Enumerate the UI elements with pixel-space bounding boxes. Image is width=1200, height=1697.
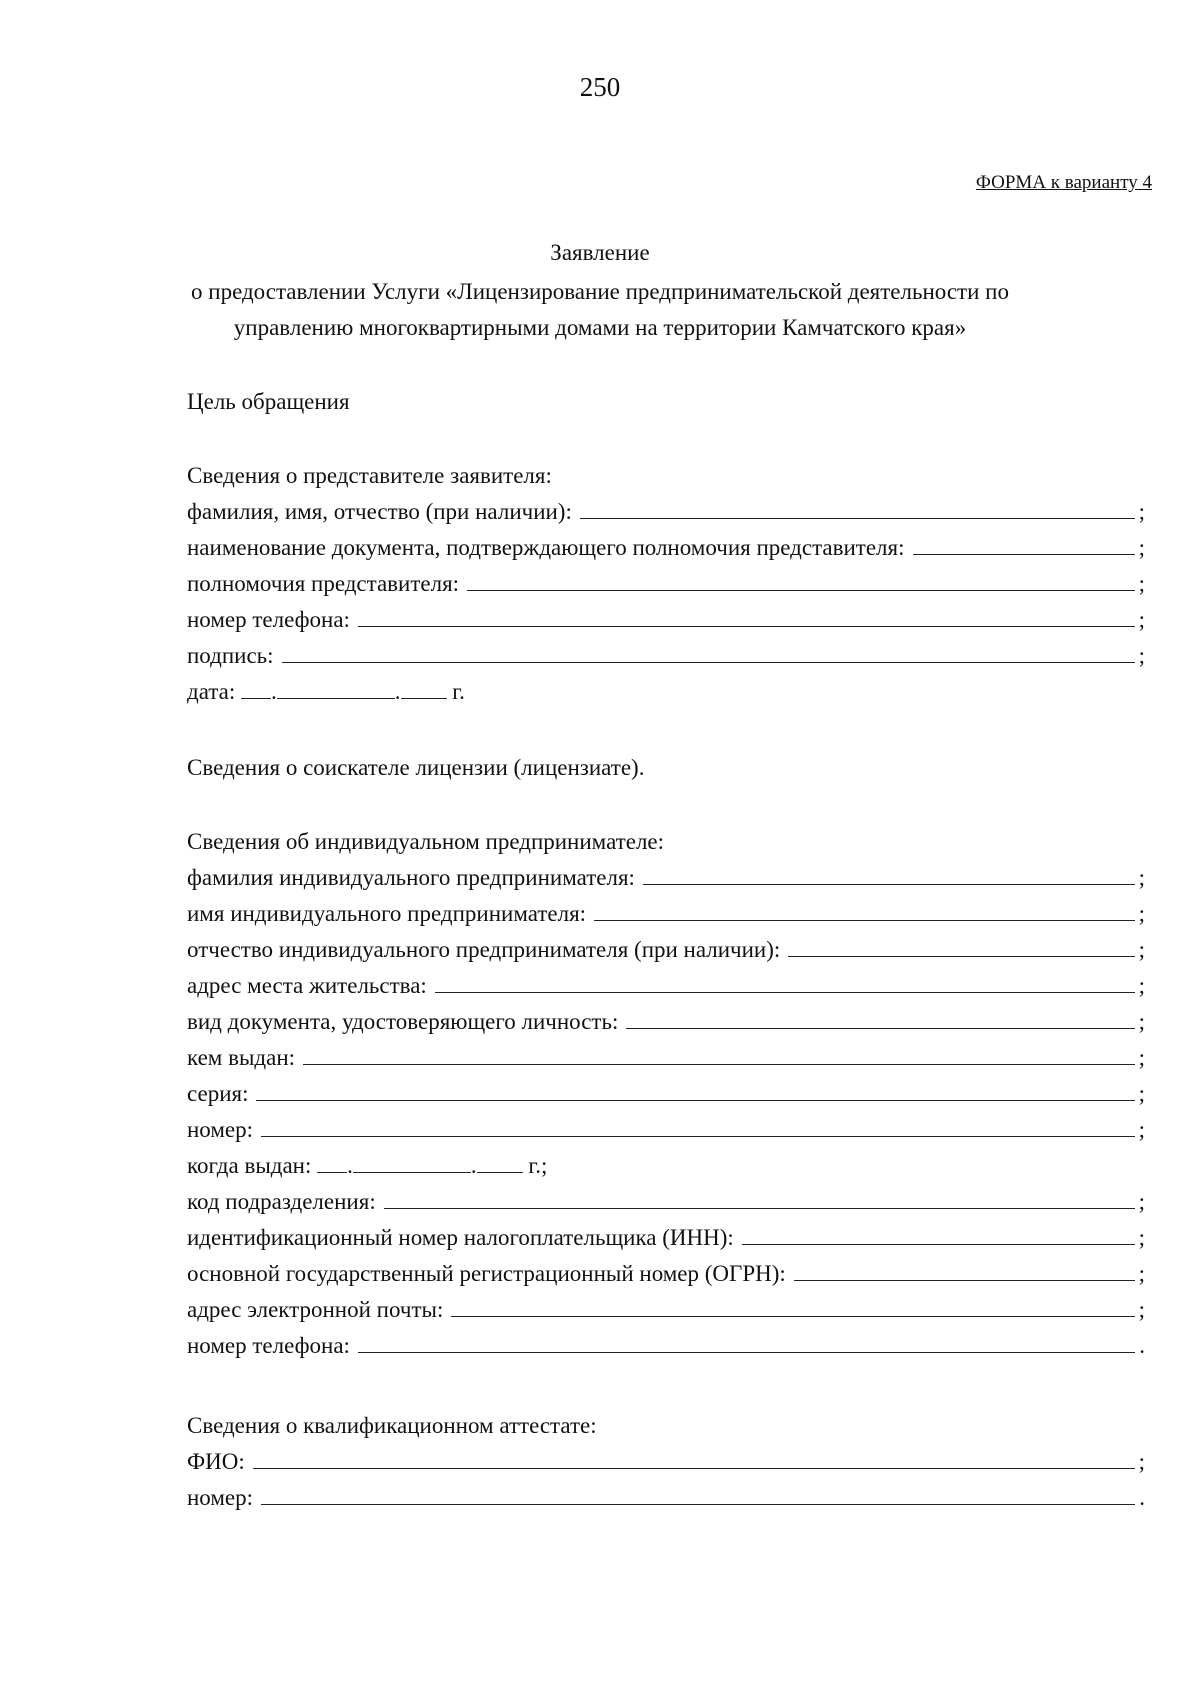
field-terminator: ;: [1138, 1261, 1145, 1286]
field-terminator: .: [1139, 1333, 1145, 1358]
document-subtitle: [0, 274, 1200, 346]
ie-inn-field[interactable]: [742, 1220, 1135, 1245]
rep-authority-row: [187, 566, 1145, 602]
field-label: наименование документа, подтверждающего полномочия представителя:: [187, 535, 905, 560]
field-label: номер:: [187, 1485, 254, 1510]
field-label: номер:: [187, 1117, 254, 1142]
certificate-section: [187, 1408, 1145, 1516]
ie-name-row: [187, 896, 1145, 932]
field-terminator: ;: [1138, 1189, 1145, 1214]
purpose-label: Цель обращения: [187, 389, 350, 414]
field-terminator: ;: [1138, 643, 1145, 668]
ie-number-field[interactable]: [261, 1112, 1135, 1137]
ie-ogrn-field[interactable]: [794, 1256, 1135, 1281]
field-terminator: ;: [1138, 1297, 1145, 1322]
field-label: серия:: [187, 1081, 249, 1106]
field-terminator: ;: [1138, 1009, 1145, 1034]
rep-fullname-field[interactable]: [580, 494, 1135, 519]
issue-month-field[interactable]: [353, 1150, 471, 1173]
field-label: фамилия индивидуального предпринимателя:: [187, 865, 635, 890]
issue-year-field[interactable]: [477, 1150, 523, 1173]
field-terminator: ;: [1138, 1081, 1145, 1106]
field-label: кем выдан:: [187, 1045, 296, 1070]
entrepreneur-section: [187, 824, 1145, 1364]
ie-surname-field[interactable]: [643, 860, 1135, 885]
rep-fullname-row: [187, 494, 1145, 530]
ie-phone-field[interactable]: [358, 1328, 1135, 1353]
cert-number-row: [187, 1480, 1145, 1516]
representative-section: [187, 458, 1145, 710]
ie-id-document-type-row: [187, 1004, 1145, 1040]
ie-issued-by-field[interactable]: [303, 1040, 1135, 1065]
date-separator: .: [470, 1153, 477, 1178]
field-label: основной государственный регистрационный номер (ОГРН):: [187, 1261, 786, 1286]
date-label: когда выдан:: [187, 1153, 312, 1178]
field-terminator: ;: [1138, 499, 1145, 524]
field-terminator: ;: [1138, 973, 1145, 998]
field-label: ФИО:: [187, 1449, 245, 1474]
ie-inn-row: [187, 1220, 1145, 1256]
field-terminator: ;: [1138, 901, 1145, 926]
subtitle-line: о предоставлении Услуги «Лицензирование предпринимательской деятельности по: [191, 279, 1009, 304]
field-terminator: ;: [1138, 1117, 1145, 1142]
rep-phone-row: [187, 602, 1145, 638]
date-day-field[interactable]: [241, 676, 271, 699]
cert-fullname-field[interactable]: [253, 1444, 1135, 1469]
ie-patronymic-field[interactable]: [788, 932, 1134, 957]
field-terminator: ;: [1138, 535, 1145, 560]
certificate-heading: Сведения о квалификационном аттестате:: [187, 1413, 597, 1438]
field-label: адрес места жительства:: [187, 973, 427, 998]
ie-series-field[interactable]: [256, 1076, 1134, 1101]
page-number: 250: [579, 72, 621, 102]
entrepreneur-heading: Сведения об индивидуальном предпринимателе:: [187, 829, 665, 854]
issue-day-field[interactable]: [317, 1150, 347, 1173]
ie-series-row: [187, 1076, 1145, 1112]
ie-phone-row: [187, 1328, 1145, 1364]
ie-division-code-field[interactable]: [384, 1184, 1135, 1209]
ie-division-code-row: [187, 1184, 1145, 1220]
field-label: отчество индивидуального предпринимателя (при наличии):: [187, 937, 781, 962]
field-terminator: ;: [1138, 1449, 1145, 1474]
date-suffix: г.;: [528, 1153, 548, 1178]
ie-email-field[interactable]: [451, 1292, 1134, 1317]
ie-address-field[interactable]: [435, 968, 1135, 993]
field-terminator: ;: [1138, 937, 1145, 962]
document-title: Заявление: [550, 240, 650, 265]
field-label: вид документа, удостоверяющего личность:: [187, 1009, 619, 1034]
rep-date-row: [187, 674, 1145, 710]
cert-number-field[interactable]: [261, 1480, 1135, 1505]
field-label: код подразделения:: [187, 1189, 376, 1214]
ie-address-row: [187, 968, 1145, 1004]
ie-id-document-type-field[interactable]: [626, 1004, 1134, 1029]
rep-phone-field[interactable]: [358, 602, 1135, 627]
field-label: полномочия представителя:: [187, 571, 460, 596]
rep-signature-field[interactable]: [282, 638, 1135, 663]
field-label: номер телефона:: [187, 607, 350, 632]
field-label: идентификационный номер налогоплательщика (ИНН):: [187, 1225, 734, 1250]
cert-fullname-row: [187, 1444, 1145, 1480]
rep-authority-field[interactable]: [467, 566, 1135, 591]
field-label: имя индивидуального предпринимателя:: [187, 901, 587, 926]
date-month-field[interactable]: [277, 676, 395, 699]
applicant-section: [187, 750, 1145, 786]
representative-heading: Сведения о представителе заявителя:: [187, 463, 552, 488]
date-separator: .: [271, 679, 277, 704]
purpose-section: [187, 384, 1145, 420]
field-terminator: ;: [1138, 571, 1145, 596]
field-terminator: ;: [1138, 1045, 1145, 1070]
form-reference: ФОРМА к варианту 4: [975, 172, 1152, 193]
ie-surname-row: [187, 860, 1145, 896]
field-label: фамилия, имя, отчество (при наличии):: [187, 499, 572, 524]
ie-patronymic-row: [187, 932, 1145, 968]
subtitle-line: управлению многоквартирными домами на территории Камчатского края»: [233, 315, 967, 340]
date-label: дата:: [187, 679, 236, 704]
field-terminator: ;: [1138, 865, 1145, 890]
date-year-field[interactable]: [401, 676, 447, 699]
ie-ogrn-row: [187, 1256, 1145, 1292]
ie-number-row: [187, 1112, 1145, 1148]
rep-signature-row: [187, 638, 1145, 674]
field-label: подпись:: [187, 643, 274, 668]
ie-issue-date-row: [187, 1148, 1145, 1184]
field-terminator: .: [1139, 1485, 1145, 1510]
date-separator: .: [394, 679, 401, 704]
applicant-heading: Сведения о соискателе лицензии (лицензиате).: [187, 755, 645, 780]
ie-name-field[interactable]: [594, 896, 1135, 921]
rep-authority-document-row: [187, 530, 1145, 566]
field-label: адрес электронной почты:: [187, 1297, 444, 1322]
rep-authority-document-field[interactable]: [913, 530, 1135, 555]
date-separator: .: [347, 1153, 353, 1178]
field-label: номер телефона:: [187, 1333, 350, 1358]
ie-email-row: [187, 1292, 1145, 1328]
date-suffix: г.: [452, 679, 465, 704]
field-terminator: ;: [1138, 1225, 1145, 1250]
field-terminator: ;: [1138, 607, 1145, 632]
ie-issued-by-row: [187, 1040, 1145, 1076]
